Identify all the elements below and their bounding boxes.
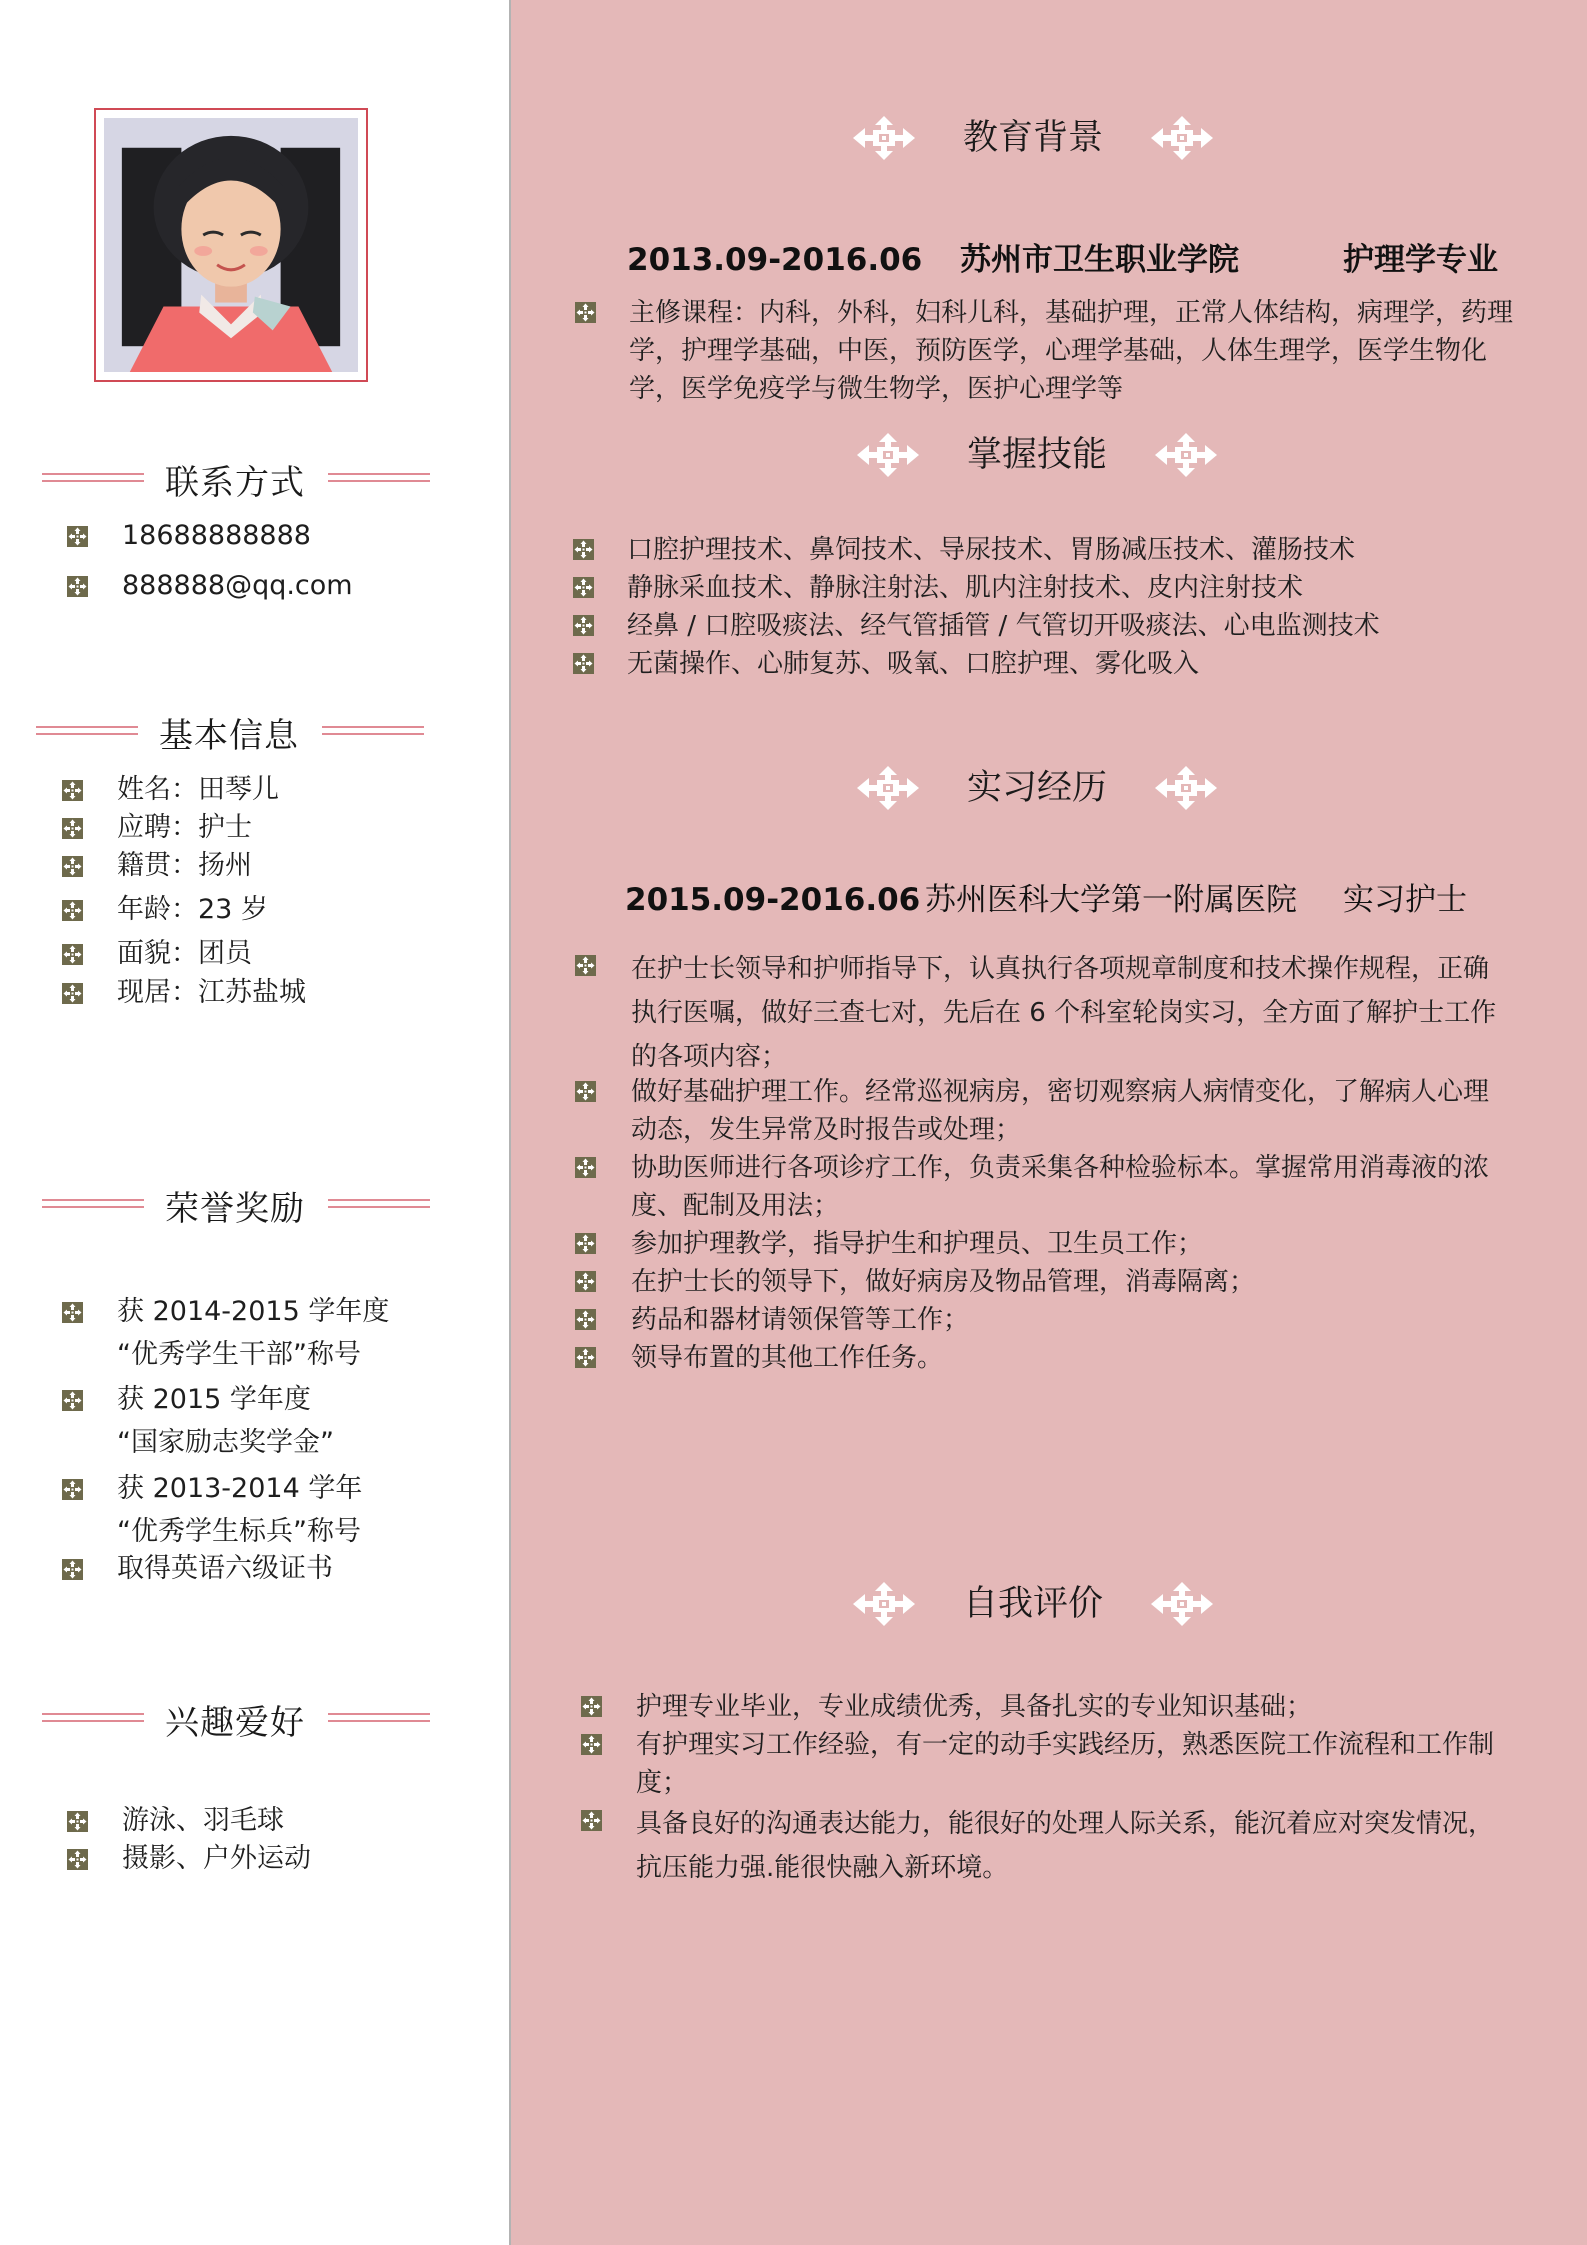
arrow-cross-icon xyxy=(1155,433,1217,477)
skill-item: 经鼻 / 口腔吸痰法、经气管插管 / 气管切开吸痰法、心电监测技术 xyxy=(627,611,1380,641)
education-courses: 主修课程：内科，外科，妇科儿科，基础护理，正常人体结构，病理学，药理学，护理学基础，中医，预防医学，心理学基础，人体生理学，医学生物化学，医学免疫学与微生物学，医护心理学等 xyxy=(629,298,1514,404)
bullet-icon xyxy=(62,900,83,921)
bullet-icon xyxy=(581,1696,602,1717)
basic-info-item: 籍贯：扬州 xyxy=(117,850,252,881)
internship-item: 领导布置的其他工作任务。 xyxy=(631,1343,944,1373)
bullet-icon xyxy=(581,1734,602,1755)
arrow-cross-icon xyxy=(1151,1582,1213,1626)
bullet-icon xyxy=(62,1559,83,1580)
bullet-icon xyxy=(573,577,594,598)
bullet-icon xyxy=(573,653,594,674)
bullet-icon xyxy=(575,1233,596,1254)
bullet-icon xyxy=(67,526,88,547)
bullet-icon xyxy=(575,955,596,976)
skills-section-header xyxy=(857,425,1217,485)
bullet-icon xyxy=(575,1271,596,1292)
honor-item-line1: 获 2013-2014 学年 xyxy=(117,1473,363,1504)
education-major: 护理学专业 xyxy=(1343,242,1498,278)
contact-title: 联系方式 xyxy=(165,463,305,503)
internship-item: 在护士长的领导下，做好病房及物品管理，消毒隔离； xyxy=(631,1267,1256,1297)
basic-info-item: 应聘：护士 xyxy=(117,812,252,843)
honors-title: 荣誉奖励 xyxy=(165,1189,305,1229)
bullet-icon xyxy=(62,818,83,839)
self-eval-title: 自我评价 xyxy=(962,1584,1103,1624)
basic-info-item: 姓名：田琴儿 xyxy=(117,774,279,805)
profile-photo xyxy=(94,108,368,382)
skills-title: 掌握技能 xyxy=(966,435,1107,475)
honor-item-line1: 获 2014-2015 学年度 xyxy=(117,1296,390,1327)
hobby-item: 摄影、户外运动 xyxy=(122,1843,311,1874)
internship-item: 药品和器材请领保管等工作； xyxy=(631,1305,970,1335)
honor-item-line2: “优秀学生干部”称号 xyxy=(117,1339,361,1370)
internship-item: 在护士长领导和护师指导下，认真执行各项规章制度和技术操作规程，正确执行医嘱，做好三查七对，先后在 6 个科室轮岗实习，全方面了解护士工作的各项内容； xyxy=(631,954,1497,1072)
education-section-header xyxy=(853,108,1213,168)
bullet-icon xyxy=(67,576,88,597)
bullet-icon xyxy=(62,780,83,801)
self-eval-item: 具备良好的沟通表达能力，能很好的处理人际关系，能沉着应对突发情况，抗压能力强.能很快融入新环境。 xyxy=(636,1809,1495,1883)
honors-section-header xyxy=(40,1186,430,1234)
skill-item: 无菌操作、心肺复苏、吸氧、口腔护理、雾化吸入 xyxy=(627,649,1200,679)
bullet-icon xyxy=(62,1302,83,1323)
basic-info-item: 现居：江苏盐城 xyxy=(117,977,306,1008)
bullet-icon xyxy=(573,615,594,636)
arrow-cross-icon xyxy=(853,116,915,160)
bullet-icon xyxy=(575,302,596,323)
internship-item: 做好基础护理工作。经常巡视病房，密切观察病人病情变化，了解病人心理动态，发生异常及时报告或处理； xyxy=(631,1077,1490,1145)
bullet-icon xyxy=(67,1849,88,1870)
contact-phone: 18688888888 xyxy=(122,520,311,551)
self-eval-item: 护理专业毕业，专业成绩优秀，具备扎实的专业知识基础； xyxy=(636,1692,1313,1722)
contact-section-header xyxy=(40,460,430,508)
bullet-icon xyxy=(62,1390,83,1411)
bullet-icon xyxy=(575,1309,596,1330)
bullet-icon xyxy=(62,944,83,965)
basic-info-section-header xyxy=(34,713,424,761)
basic-info-item: 面貌：团员 xyxy=(117,938,252,969)
self-eval-item: 有护理实习工作经验，有一定的动手实践经历，熟悉医院工作流程和工作制度； xyxy=(636,1730,1495,1798)
hobby-item: 游泳、羽毛球 xyxy=(122,1805,284,1836)
education-title: 教育背景 xyxy=(962,118,1103,158)
internship-role: 实习护士 xyxy=(1343,882,1467,918)
left-sidebar xyxy=(0,0,509,2245)
basic-info-title: 基本信息 xyxy=(159,716,299,756)
skill-item: 静脉采血技术、静脉注射法、肌内注射技术、皮内注射技术 xyxy=(627,573,1304,603)
internship-section-header xyxy=(857,758,1217,818)
bullet-icon xyxy=(581,1810,602,1831)
bullet-icon xyxy=(575,1081,596,1102)
honor-item-line2: “国家励志奖学金” xyxy=(117,1427,334,1458)
bullet-icon xyxy=(62,1479,83,1500)
contact-email: 888888@qq.com xyxy=(122,570,353,601)
hobbies-section-header xyxy=(40,1700,430,1748)
hobbies-title: 兴趣爱好 xyxy=(165,1703,305,1743)
honor-item-line1: 取得英语六级证书 xyxy=(117,1553,333,1584)
internship-period: 2015.09-2016.06 xyxy=(625,882,921,918)
education-school: 苏州市卫生职业学院 xyxy=(960,242,1239,278)
header-rule-right xyxy=(328,1713,430,1723)
honor-item-line2: “优秀学生标兵”称号 xyxy=(117,1516,361,1547)
header-rule-right xyxy=(328,473,430,483)
avatar-illustration-icon xyxy=(104,118,358,372)
arrow-cross-icon xyxy=(857,433,919,477)
main-content xyxy=(509,0,1587,2245)
bullet-icon xyxy=(62,983,83,1004)
basic-info-item: 年龄：23 岁 xyxy=(117,894,268,925)
bullet-icon xyxy=(573,539,594,560)
internship-item: 参加护理教学，指导护生和护理员、卫生员工作； xyxy=(631,1229,1204,1259)
bullet-icon xyxy=(575,1157,596,1178)
internship-title: 实习经历 xyxy=(966,768,1107,808)
bullet-icon xyxy=(575,1347,596,1368)
arrow-cross-icon xyxy=(857,766,919,810)
bullet-icon xyxy=(67,1811,88,1832)
honor-item-line1: 获 2015 学年度 xyxy=(117,1384,311,1415)
header-rule-right xyxy=(328,1199,430,1209)
skill-item: 口腔护理技术、鼻饲技术、导尿技术、胃肠减压技术、灌肠技术 xyxy=(627,535,1356,565)
arrow-cross-icon xyxy=(1151,116,1213,160)
education-period: 2013.09-2016.06 xyxy=(627,242,923,278)
arrow-cross-icon xyxy=(1155,766,1217,810)
internship-item: 协助医师进行各项诊疗工作，负责采集各种检验标本。掌握常用消毒液的浓度、配制及用法； xyxy=(631,1153,1490,1221)
header-rule-right xyxy=(322,726,424,736)
self-eval-section-header xyxy=(853,1574,1213,1634)
arrow-cross-icon xyxy=(853,1582,915,1626)
internship-hospital: 苏州医科大学第一附属医院 xyxy=(925,882,1297,918)
bullet-icon xyxy=(62,856,83,877)
